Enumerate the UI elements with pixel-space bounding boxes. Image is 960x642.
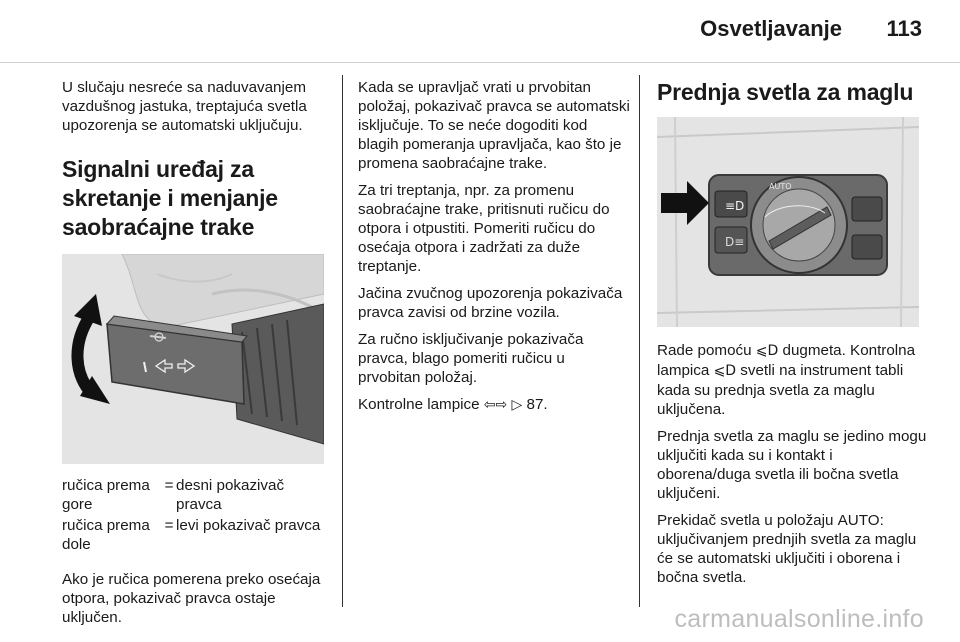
legend-term: ručica prema dole	[62, 517, 150, 553]
light-switch-illustration	[657, 117, 919, 327]
section-heading-turn-signal: Signalni uređaj za skretanje i menjanje saobraćajne trake	[62, 156, 278, 240]
legend-equals: =	[164, 517, 174, 534]
three-flash-paragraph: Za tri treptanja, npr. za promenu saobraćajne trake, pritisnuti ručicu do otpora i otpustiti. Pomeriti ručicu do osećaja otpora i zadržati za duže treptanje.	[358, 182, 610, 275]
legend-term: ručica prema gore	[62, 477, 150, 513]
fog-button-paragraph	[657, 341, 927, 419]
manual-cancel-paragraph: Za ručno isključivanje pokazivača pravca, blago pomeriti ručicu u prvobitan položaj.	[358, 331, 584, 386]
lever-drawing	[62, 254, 324, 464]
fog-text: dugmeta. Kontrolna lampica	[657, 342, 916, 379]
turn-indicator-icon: ⇦⇨	[483, 397, 508, 413]
fog-text: Rade pomoću	[657, 342, 756, 359]
auto-keyword: AUTO	[837, 512, 880, 529]
page-reference-icon: ▷	[511, 397, 523, 413]
fog-text: svetli na instrument tabli kada su prednja svetla za maglu uključena.	[657, 362, 904, 418]
page-number: 113	[886, 16, 922, 41]
warning-volume-paragraph: Jačina zvučnog upozorenja pokazivača pravca zavisi od brzine vozila.	[358, 285, 623, 321]
column-right	[657, 78, 927, 595]
header-divider	[0, 62, 960, 63]
column-left	[62, 78, 330, 635]
auto-cancel-paragraph: Kada se upravljač vrati u prvobitan položaj, pokazivač pravca se automatski isključuje. To se neće dogoditi kod blagih pomeranja upravljača, kao što je promena saobraćajne trake.	[358, 79, 630, 172]
svg-text:≡D: ≡D	[725, 199, 745, 213]
section-title: Osvetljavanje	[700, 16, 842, 41]
column-divider	[639, 75, 640, 607]
auto-text: : uključivanjem prednjih svetla za maglu će se automatski uključiti i oborena i bočna svetla.	[657, 512, 917, 586]
auto-marking: AUTO	[769, 182, 792, 191]
page-header	[0, 0, 960, 62]
section-heading-fog-lights: Prednja svetla za maglu	[657, 79, 914, 105]
lever-latch-paragraph: Ako je ručica pomerena preko osećaja otpora, pokazivač pravca ostaje uključen.	[62, 571, 321, 626]
legend-description: desni pokazivač pravca	[176, 477, 285, 513]
legend-equals: =	[164, 477, 174, 494]
legend-row	[62, 476, 324, 516]
fog-conditions-paragraph: Prednja svetla za maglu se jedino mogu uključiti kada su i kontakt i oborena/duga svetla ili bočna svetla uključeni.	[657, 428, 927, 502]
fog-light-icon: ⩽D	[713, 363, 737, 379]
light-switch-drawing	[657, 117, 919, 327]
control-lamps-text: Kontrolne lampice	[358, 396, 484, 413]
column-divider	[342, 75, 343, 607]
svg-text:D≡: D≡	[725, 235, 745, 249]
fog-light-icon: ⩽D	[755, 343, 779, 359]
watermark: carmanualsonline.info	[674, 605, 924, 633]
legend-description: levi pokazivač pravca	[176, 517, 321, 534]
auto-text: Prekidač svetla u položaju	[657, 512, 838, 529]
control-lamps-paragraph	[358, 395, 630, 415]
intro-paragraph: U slučaju nesreće sa naduvavanjem vazdušnog jastuka, treptajuća svetla upozorenja se automatski uključuju.	[62, 79, 307, 134]
page-reference-number: 87.	[522, 396, 548, 413]
column-middle	[358, 78, 630, 423]
auto-mode-paragraph	[657, 511, 927, 587]
turn-signal-lever-illustration	[62, 254, 324, 464]
legend-row	[62, 516, 324, 556]
turn-signal-legend	[62, 476, 324, 556]
